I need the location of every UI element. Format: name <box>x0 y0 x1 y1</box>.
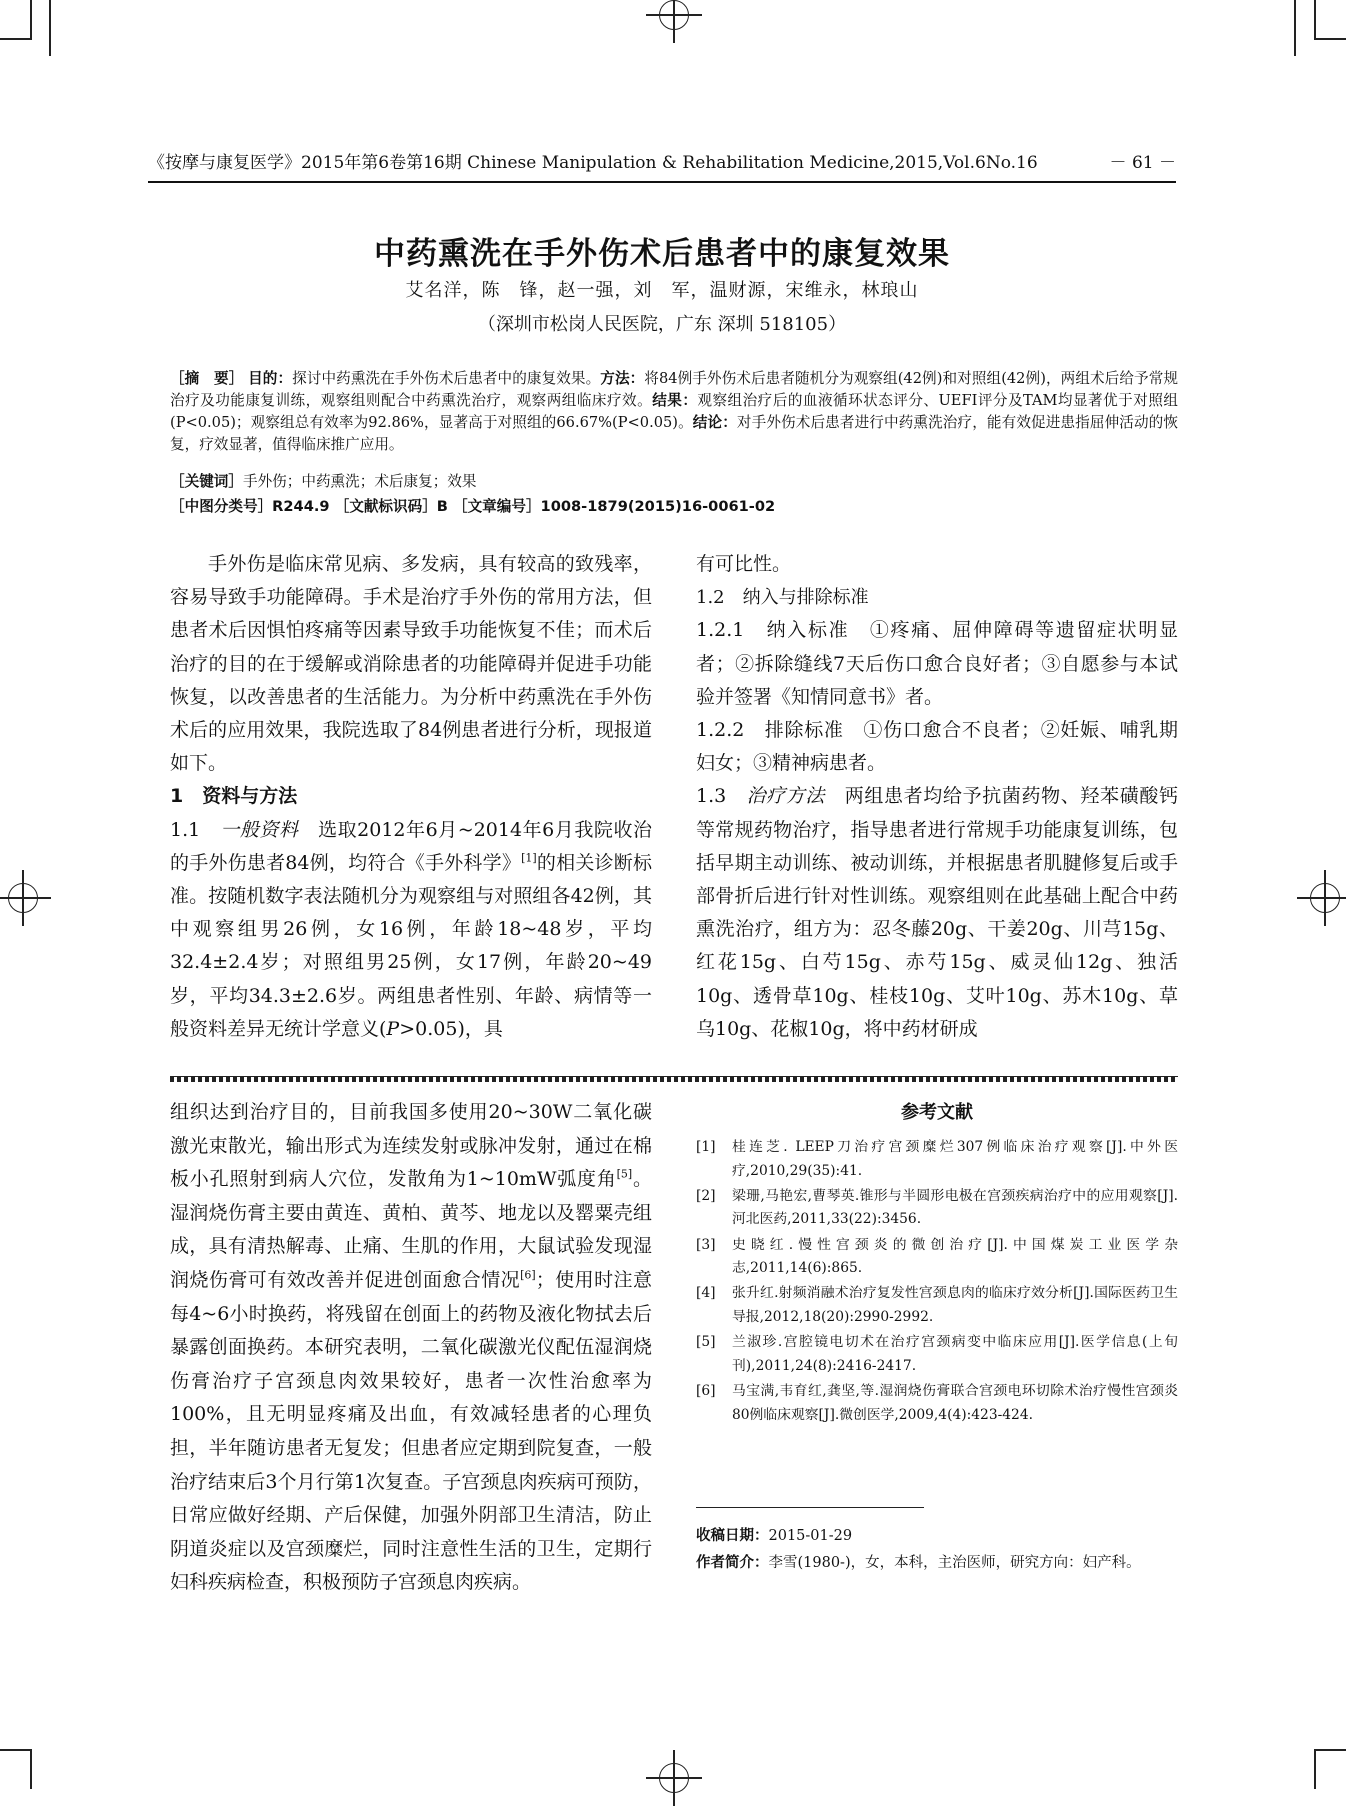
text-run: 。湿润烧伤膏主要由黄连、黄柏、黄芩、地龙以及罂粟壳组成，具有清热解毒、止痛、生肌的作用，大鼠试验发现湿润烧伤膏可有效改善并促进创面愈合情况 <box>170 1168 652 1291</box>
classification-line: ［中图分类号］R244.9 ［文献标识码］B ［文章编号］1008-1879(2015)16-0061-02 <box>170 498 776 515</box>
reference-item <box>696 1185 1178 1232</box>
section-heading: 1 资料与方法 <box>170 785 298 808</box>
crop-mark <box>1316 1749 1346 1751</box>
previous-article-text <box>170 1096 652 1600</box>
crop-mark <box>1314 1749 1316 1789</box>
journal-info: 《按摩与康复医学》2015年第6卷第16期 Chinese Manipulation & Rehabilitation Medicine,2015,Vol.6No.16 <box>148 153 1038 173</box>
reference-number: [5] <box>696 1334 716 1351</box>
text-run: ；使用时注意每4~6小时换药，将残留在创面上的药物及液化物拭去后暴露创面换药。本研究表明，二氧化碳激光仪配伍湿润烧伤膏治疗子宫颈息肉效果较好，患者一次性治愈率为100%，且无明显疼痛及出血，有效减轻患者的心理负担，半年随访患者无复发；但患者应定期到院复查，一般治疗结束后3个月行第1次复查。子宫颈息肉疾病可预防，日常应做好经期、产后保健，加强外阴部卫生清洁，防止阴道炎症以及宫颈糜烂，同时注意性生活的卫生，定期行妇科疾病检查，积极预防子宫颈息肉疾病。 <box>170 1268 652 1594</box>
abstract-label: ［摘 要］ <box>170 370 244 387</box>
crop-mark <box>30 0 32 40</box>
methods-label: 方法： <box>600 370 645 387</box>
reference-text: 张升红.射频消融术治疗复发性宫颈息肉的临床疗效分析[J].国际医药卫生导报,2012,18(20):2990-2992. <box>732 1285 1178 1325</box>
keywords <box>170 470 1178 491</box>
results-text: 观察组治疗后的血液循环状态评分、UEFI评分及TAM均显著优于对照组(P<0.05)；观察组总有效率为92.86%，显著高于对照组的66.67%(P<0.05)。 <box>170 392 1178 431</box>
reference-number: [2] <box>696 1187 716 1204</box>
page-number: － 61 － <box>1109 153 1176 173</box>
crop-mark <box>1316 38 1346 40</box>
reference-text: 梁珊,马艳宏,曹琴英.锥形与半圆形电极在宫颈疾病治疗中的应用观察[J].河北医药,2011,33(22):3456. <box>732 1187 1178 1228</box>
received-label: 收稿日期： <box>696 1527 769 1544</box>
section-divider <box>170 1076 1178 1082</box>
reference-number: [4] <box>696 1285 716 1302</box>
citation: [1] <box>521 851 537 865</box>
inclusion-criteria: 1.2.1 纳入标准 ①疼痛、屈伸障碍等遗留症状明显者；②拆除缝线7天后伤口愈合良好者；③自愿参与本试验并签署《知情同意书》者。 <box>696 619 1178 708</box>
author-list: 艾名洋，陈 锋，赵一强，刘 军，温财源，宋维永，林琅山 <box>405 280 919 301</box>
reference-text: 马宝满,韦育红,龚坚,等.湿润烧伤膏联合宫颈电环切除术治疗慢性宫颈炎80例临床观察[J].微创医学,2009,4(4):423-424. <box>732 1382 1178 1423</box>
reference-item <box>696 1234 1178 1281</box>
keywords-label: ［关键词］ <box>170 473 243 490</box>
body-column-right <box>696 548 1178 1046</box>
subsection-heading: 1.2 纳入与排除标准 <box>696 587 869 609</box>
section-1-1 <box>170 814 652 1046</box>
section-1-3 <box>696 780 1178 1046</box>
registration-mark-icon <box>659 0 689 30</box>
conclusion-text: 对手外伤术后患者进行中药熏洗治疗，能有效促进患指屈伸活动的恢复，疗效显著，值得临床推广应用。 <box>170 414 1178 453</box>
reference-item <box>696 1136 1178 1183</box>
reference-number: [3] <box>696 1236 716 1253</box>
received-date <box>696 1524 1178 1548</box>
subsection-number: 1.1 <box>170 818 221 841</box>
crop-mark <box>0 1749 30 1751</box>
paragraph-text: 选取2012年6月~2014年6月我院收治的手外伤患者84例，均符合《手外科学》 <box>170 818 652 874</box>
reference-item <box>696 1380 1178 1427</box>
header-rule <box>148 181 1176 183</box>
reference-item <box>696 1331 1178 1378</box>
author-bio-text: 李雪(1980-)，女，本科，主治医师，研究方向：妇产科。 <box>768 1555 1141 1571</box>
crop-mark <box>0 38 30 40</box>
article-title: 中药熏洗在手外伤术后患者中的康复效果 <box>374 236 950 272</box>
registration-mark-icon <box>8 883 38 913</box>
reference-text: 兰淑珍.宫腔镜电切术在治疗宫颈病变中临床应用[J].医学信息(上旬刊),2011,24(8):2416-2417. <box>732 1334 1178 1374</box>
results-label: 结果： <box>652 392 698 409</box>
author-bio <box>696 1551 1178 1575</box>
text-run: 组织达到治疗目的，目前我国多使用20~30W二氧化碳激光束散光，输出形式为连续发射或脉冲发射，通过在棉板小孔照射到病人穴位，发散角为1~10mW弧度角 <box>170 1101 652 1191</box>
p-symbol: P <box>386 1017 400 1040</box>
body-column-left <box>170 548 652 1046</box>
intro-paragraph: 手外伤是临床常见病、多发病，具有较高的致残率，容易导致手功能障碍。手术是治疗手外伤的常用方法，但患者术后因惧怕疼痛等因素导致手功能恢复不佳；而术后治疗的目的在于缓解或消除患者的功能障碍并促进手功能恢复，以改善患者的生活能力。为分析中药熏洗在手外伤术后的应用效果，我院选取了84例患者进行分析，现报道如下。 <box>170 553 652 775</box>
abstract <box>170 368 1178 456</box>
author-bio-label: 作者简介： <box>696 1554 769 1571</box>
subsection-title: 治疗方法 <box>746 785 826 808</box>
footnote-rule <box>696 1507 924 1508</box>
citation: [6] <box>520 1268 536 1282</box>
continued-text: 有可比性。 <box>696 553 792 575</box>
paragraph-text: 两组患者均给予抗菌药物、羟苯磺酸钙等常规药物治疗，指导患者进行常规手功能康复训练，包括早期主动训练、被动训练，并根据患者肌腱修复后或手部骨折后进行针对性训练。观察组则在此基础上配合中药熏洗治疗，组方为：忍冬藤20g、干姜20g、川芎15g、红花15g、白芍15g、赤芍15g、威灵仙12g、独活10g、透骨草10g、桂枝10g、艾叶10g、苏木10g、草乌10g、花椒10g，将中药材研成 <box>696 785 1178 1040</box>
subsection-number: 1.3 <box>696 785 747 808</box>
paragraph-text: >0.05)，具 <box>399 1017 503 1040</box>
reference-item <box>696 1282 1178 1329</box>
exclusion-criteria: 1.2.2 排除标准 ①伤口愈合不良者；②妊娠、哺乳期妇女；③精神病患者。 <box>696 719 1178 775</box>
reference-text: 史晓红.慢性宫颈炎的微创治疗[J].中国煤炭工业医学杂志,2011,14(6):865. <box>732 1236 1178 1277</box>
registration-mark-icon <box>1310 883 1340 913</box>
citation: [5] <box>616 1167 633 1181</box>
paragraph-text <box>170 1096 652 1600</box>
paragraph-text: 的相关诊断标准。按随机数字表法随机分为观察组与对照组各42例，其中观察组男26例，女16例，年龄18~48岁，平均32.4±2.4岁；对照组男25例，女17例，年龄20~49岁，平均34.3±2.6岁。两组患者性别、年龄、病情等一般资料差异无统计学意义( <box>170 851 652 1040</box>
crop-mark <box>1314 0 1316 40</box>
subsection-title: 一般资料 <box>220 818 299 841</box>
objective-text: 探讨中药熏洗在手外伤术后患者中的康复效果。 <box>292 370 601 387</box>
received-value: 2015-01-29 <box>768 1528 853 1544</box>
reference-number: [6] <box>696 1382 716 1399</box>
keywords-text: 手外伤；中药熏洗；术后康复；效果 <box>242 473 477 490</box>
conclusion-label: 结论： <box>692 414 737 431</box>
references-title: 参考文献 <box>901 1102 973 1123</box>
reference-text: 桂连芝. LEEP刀治疗宫颈糜烂307例临床治疗观察[J].中外医疗,2010,29(35):41. <box>732 1139 1178 1179</box>
methods-text: 将84例手外伤术后患者随机分为观察组(42例)和对照组(42例)，两组术后给予常规治疗及功能康复训练，观察组则配合中药熏洗治疗，观察两组临床疗效。 <box>170 370 1178 409</box>
crop-mark <box>1294 0 1296 56</box>
reference-number: [1] <box>696 1139 716 1155</box>
objective-label: 目的： <box>248 370 293 387</box>
crop-mark <box>49 0 51 56</box>
references <box>696 1098 1178 1429</box>
affiliation: （深圳市松岗人民医院，广东 深圳 518105） <box>477 314 847 335</box>
crop-mark <box>30 1749 32 1789</box>
